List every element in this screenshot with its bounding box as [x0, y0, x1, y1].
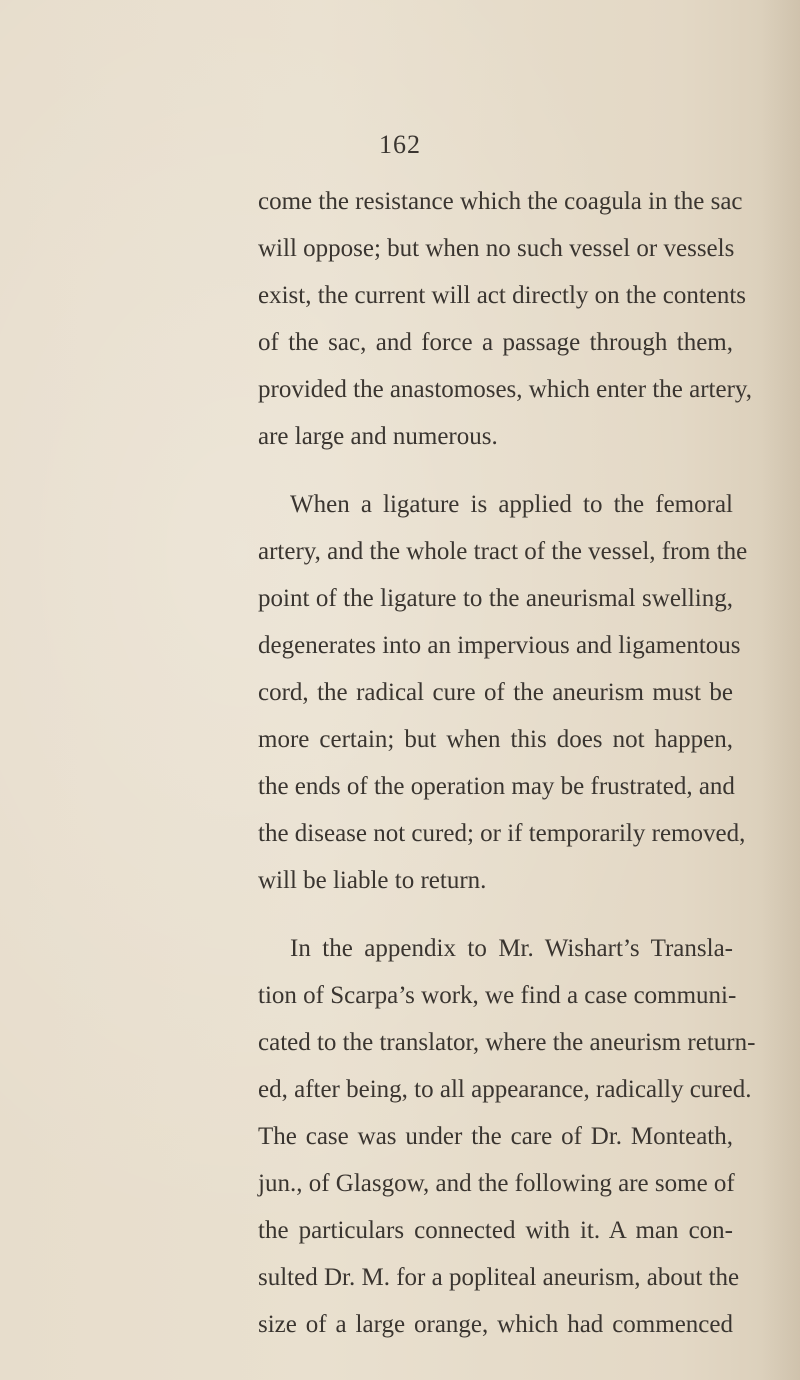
- text-line: size of a large orange, which had commenced: [258, 1311, 733, 1338]
- text-line: jun., of Glasgow, and the following are some of: [258, 1170, 735, 1197]
- text-line: the ends of the operation may be frustrated, and: [258, 773, 735, 800]
- text-line: In the appendix to Mr. Wishart’s Transla-: [290, 935, 733, 962]
- text-line: the disease not cured; or if temporarily removed,: [258, 820, 746, 847]
- text-line: cated to the translator, where the aneurism return-: [258, 1029, 756, 1056]
- text-line: point of the ligature to the aneurismal swelling,: [258, 585, 733, 612]
- paragraph-1: [0, 178, 800, 460]
- text-line: The case was under the care of Dr. Monteath,: [258, 1123, 733, 1150]
- text-line: the particulars connected with it. A man con-: [258, 1217, 733, 1244]
- text-line: cord, the radical cure of the aneurism must be: [258, 679, 733, 706]
- text-line: artery, and the whole tract of the vessel, from the: [258, 538, 748, 565]
- paragraph-gap: [0, 904, 800, 925]
- text-line: exist, the current will act directly on the contents: [258, 282, 747, 309]
- text-line: sulted Dr. M. for a popliteal aneurism, about the: [258, 1264, 740, 1291]
- text-line: will be liable to return.: [258, 867, 487, 894]
- paragraph-gap: [0, 460, 800, 481]
- text-line: come the resistance which the coagula in the sac: [258, 188, 743, 215]
- text-line: tion of Scarpa’s work, we find a case communi-: [258, 982, 737, 1009]
- text-line: degenerates into an impervious and ligamentous: [258, 632, 741, 659]
- text-line: more certain; but when this does not happen,: [258, 726, 733, 753]
- body-text: [0, 178, 800, 1348]
- paragraph-2: [0, 481, 800, 904]
- text-line: of the sac, and force a passage through them,: [258, 329, 733, 356]
- text-line: provided the anastomoses, which enter the artery,: [258, 376, 753, 403]
- text-line: ed, after being, to all appearance, radically cured.: [258, 1076, 752, 1103]
- text-line: are large and numerous.: [258, 423, 498, 450]
- text-line: will oppose; but when no such vessel or vessels: [258, 235, 735, 262]
- paragraph-3: [0, 925, 800, 1348]
- text-line: When a ligature is applied to the femoral: [290, 491, 733, 518]
- page-number: 162: [379, 130, 421, 159]
